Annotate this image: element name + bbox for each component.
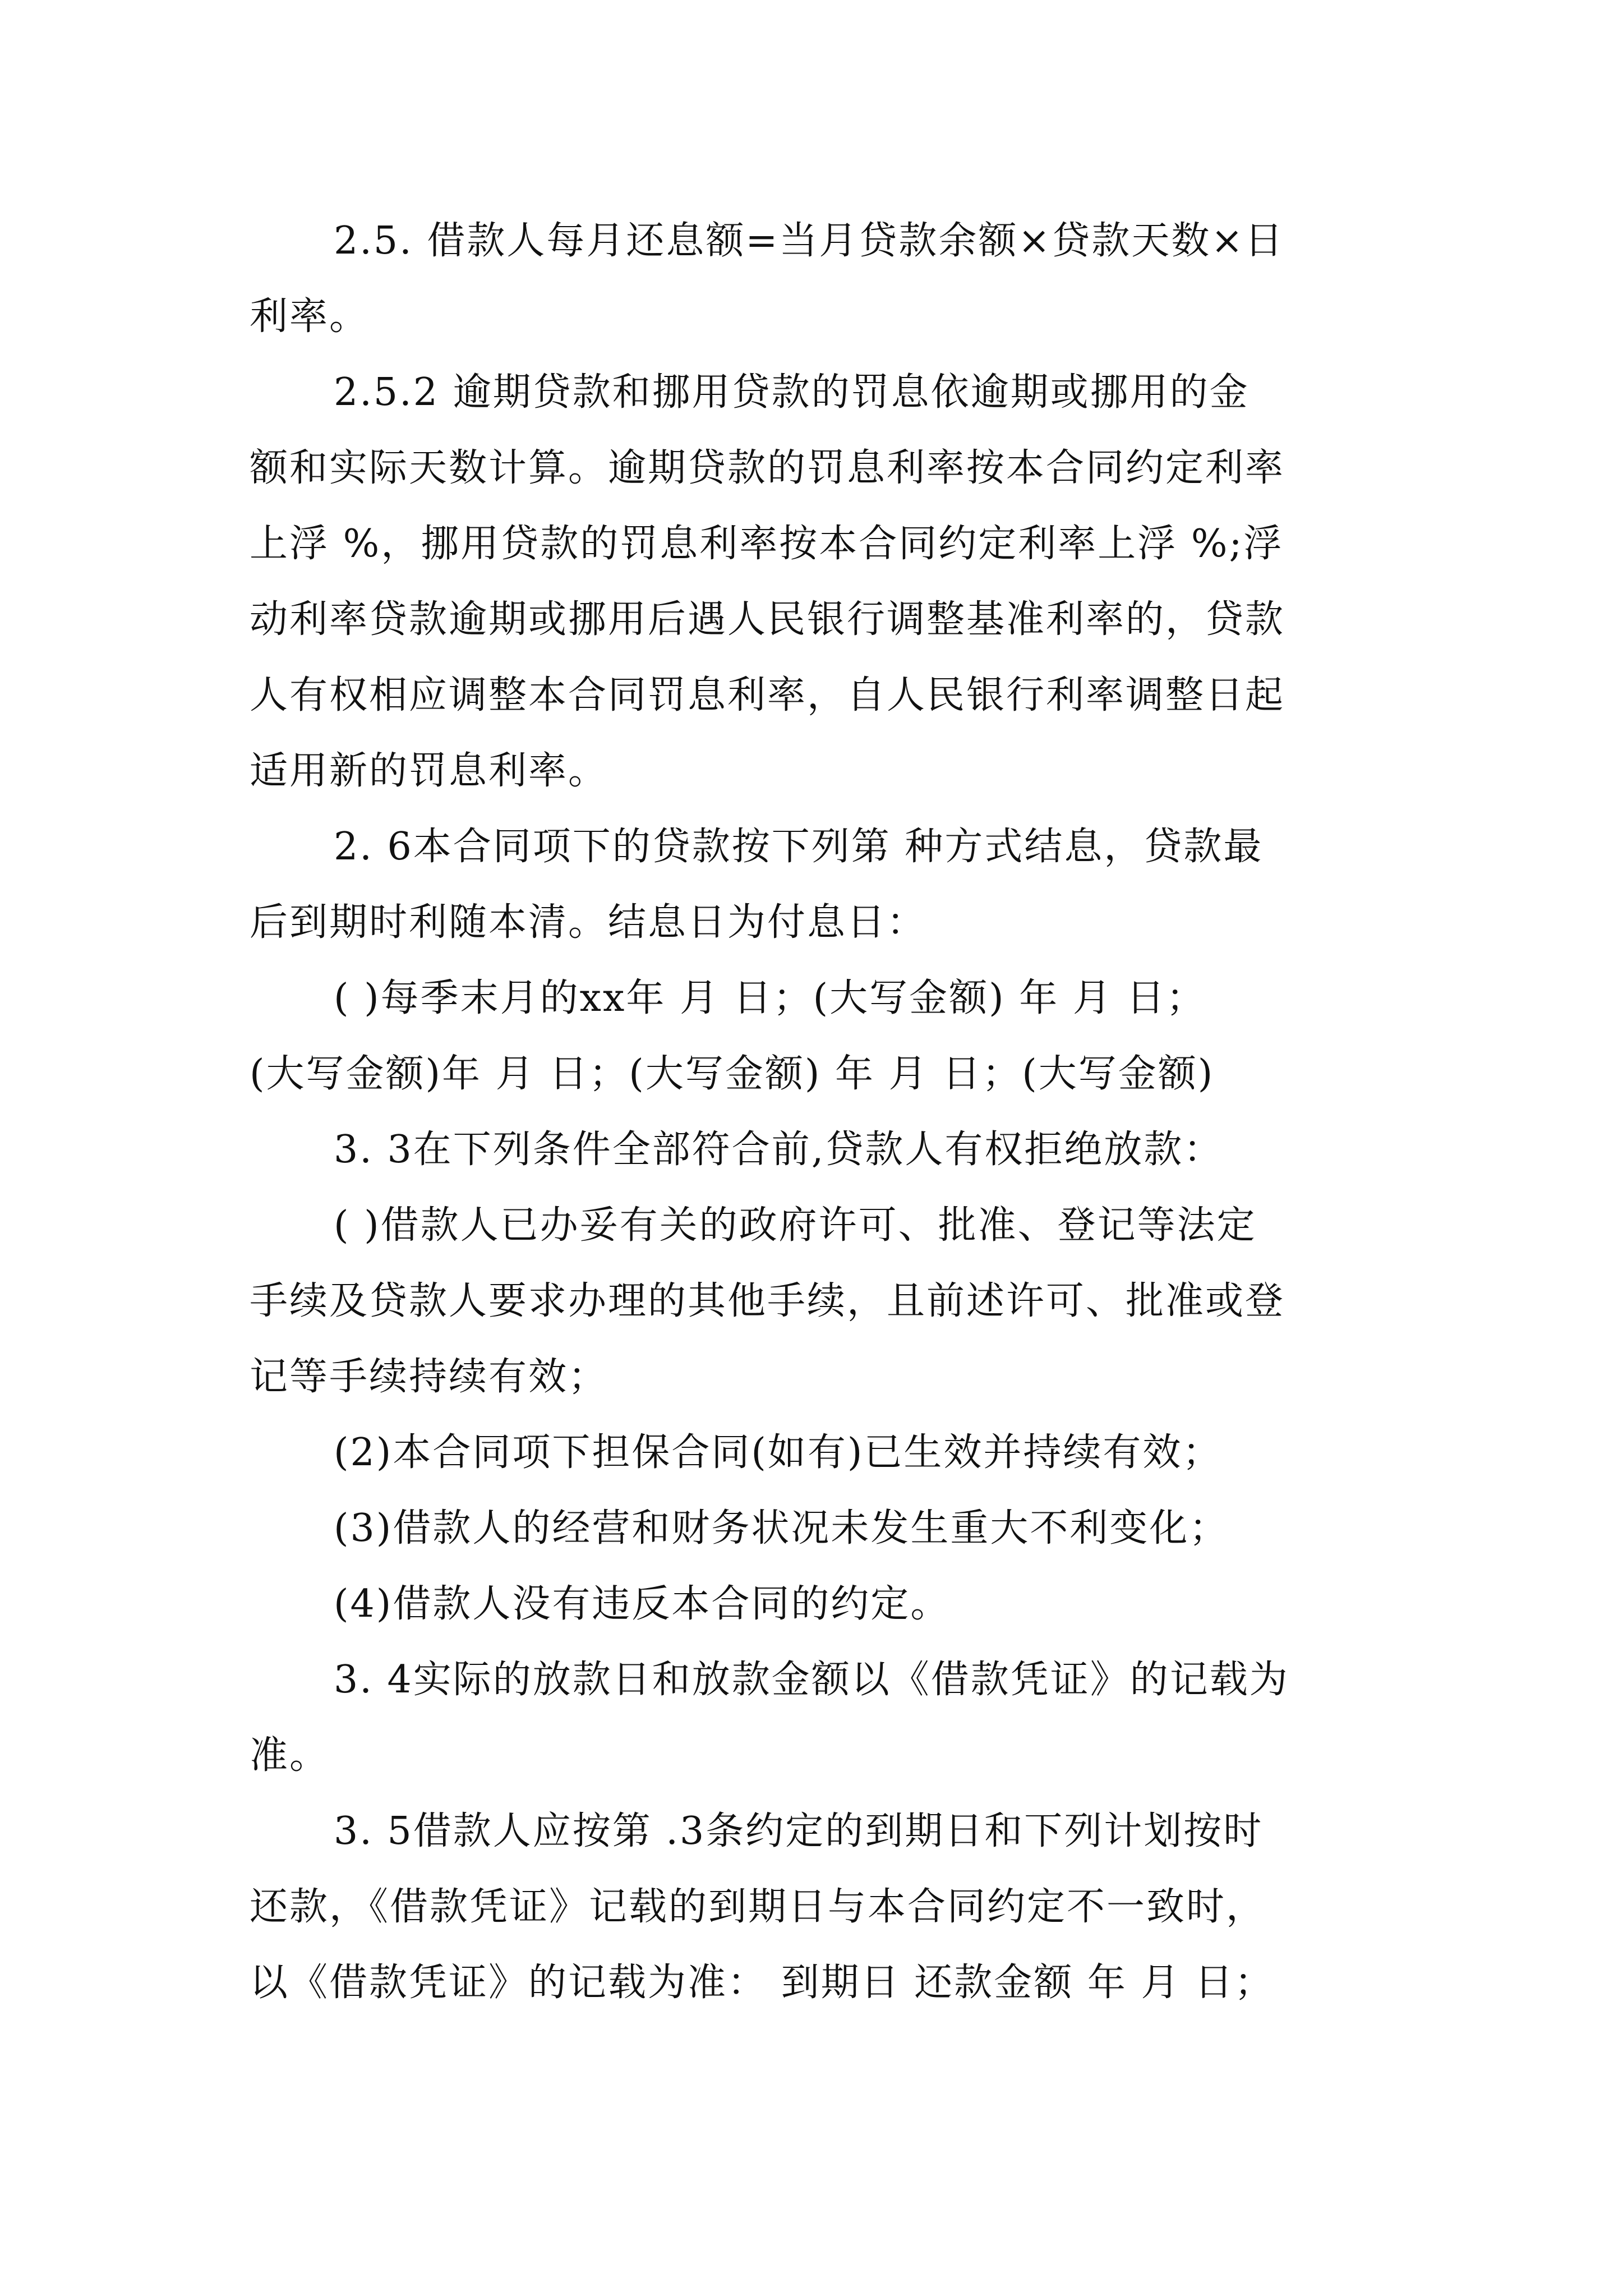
text-line: 2.5. 借款人每月还息额=当月贷款余额×贷款天数×日 xyxy=(334,219,1285,263)
text-line: 动利率贷款逾期或挪用后遇人民银行调整基准利率的，贷款 xyxy=(250,597,1285,642)
paragraph-2-5-2 xyxy=(250,355,1382,809)
text-line: (3)借款人的经营和财务状况未发生重大不利变化； xyxy=(334,1506,1229,1550)
text-line: 2.5.2 逾期贷款和挪用贷款的罚息依逾期或挪用的金 xyxy=(334,370,1249,415)
paragraph-2-5 xyxy=(250,203,1382,355)
text-line: 以《借款凭证》的记载为准： 到期日 还款金额 年 月 日； xyxy=(250,1961,1275,2005)
text-line: 后到期时利随本清。结息日为付息日： xyxy=(250,900,927,945)
text-line: ( )借款人已办妥有关的政府许可、批准、登记等法定 xyxy=(334,1203,1257,1248)
text-line: (4)借款人没有违反本合同的约定。 xyxy=(334,1582,951,1626)
text-line: 利率。 xyxy=(250,295,370,339)
text-line: (2)本合同项下担保合同(如有)已生效并持续有效； xyxy=(334,1430,1223,1475)
text-line: ( )每季末月的xx年 月 日；(大写金额) 年 月 日； xyxy=(334,976,1206,1020)
paragraph-3-4 xyxy=(250,1642,1382,1793)
text-line: (大写金额)年 月 日；(大写金额) 年 月 日；(大写金额) xyxy=(250,1052,1215,1096)
paragraph-interest-dates xyxy=(250,960,1382,1112)
text-line: 3. 4实际的放款日和放款金额以《借款凭证》的记载为 xyxy=(334,1658,1289,1702)
text-line: 手续及贷款人要求办理的其他手续，且前述许可、批准或登 xyxy=(250,1279,1285,1323)
text-line: 准。 xyxy=(250,1733,330,1778)
text-line: 还款，《借款凭证》记载的到期日与本合同约定不一致时， xyxy=(250,1885,1266,1929)
text-line: 适用新的罚息利率。 xyxy=(250,749,608,793)
paragraph-3-3 xyxy=(250,1112,1382,1188)
paragraph-condition-1 xyxy=(250,1188,1382,1415)
paragraph-condition-3 xyxy=(250,1490,1382,1566)
text-line: 上浮 %，挪用贷款的罚息利率按本合同约定利率上浮 %;浮 xyxy=(250,522,1284,566)
text-line: 2. 6本合同项下的贷款按下列第 种方式结息，贷款最 xyxy=(334,825,1264,869)
paragraph-3-5 xyxy=(250,1793,1382,2021)
paragraph-condition-4 xyxy=(250,1566,1382,1642)
text-line: 额和实际天数计算。逾期贷款的罚息利率按本合同约定利率 xyxy=(250,446,1285,490)
paragraph-condition-2 xyxy=(250,1415,1382,1490)
text-line: 记等手续持续有效； xyxy=(250,1355,608,1399)
text-line: 3. 3在下列条件全部符合前,贷款人有权拒绝放款： xyxy=(334,1128,1224,1172)
text-line: 人有权相应调整本合同罚息利率，自人民银行利率调整日起 xyxy=(250,673,1285,717)
paragraph-2-6 xyxy=(250,809,1382,960)
text-line: 3. 5借款人应按第 .3条约定的到期日和下列计划按时 xyxy=(334,1809,1264,1853)
